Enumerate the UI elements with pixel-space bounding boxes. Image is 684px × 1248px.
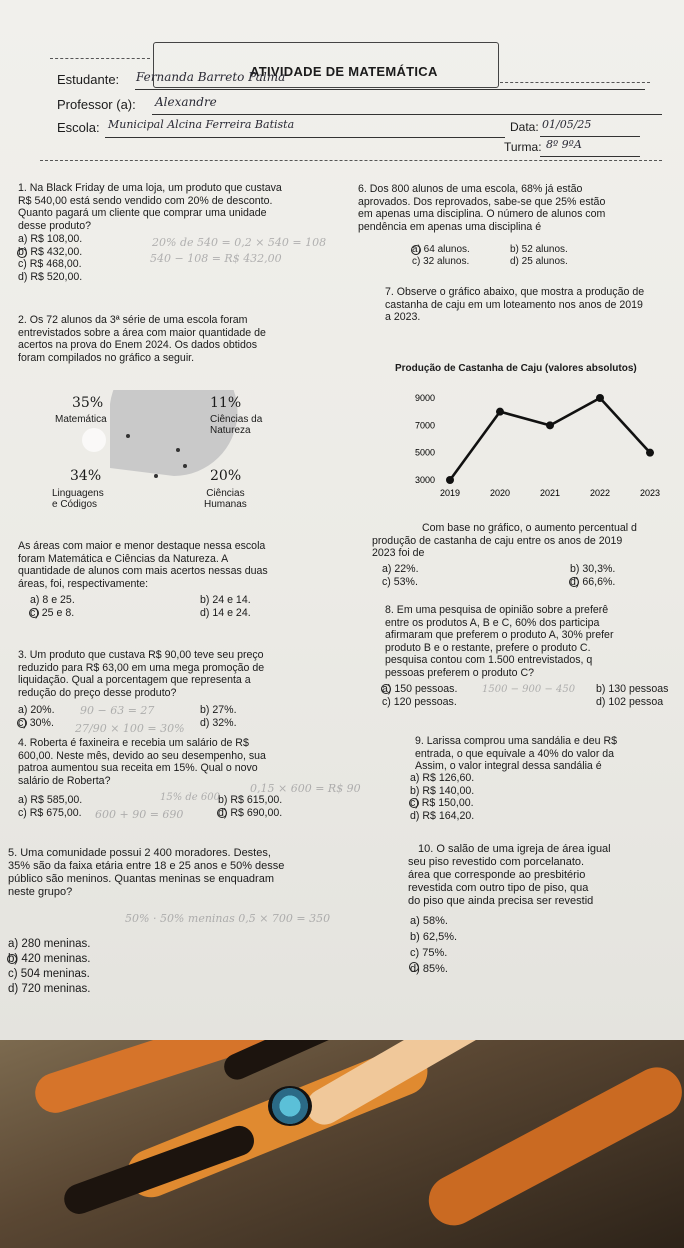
x-tick-label: 2020: [489, 488, 511, 498]
q6-options-right: [510, 244, 568, 268]
student-name: Fernanda Barreto Palma: [136, 70, 286, 84]
q9-option-b[interactable]: b) R$ 140,00.: [410, 784, 475, 797]
q2-option-a[interactable]: a) 8 e 25.: [30, 594, 75, 606]
q5-options: [8, 937, 90, 997]
pie-hole: [82, 428, 106, 452]
q1-options: [18, 233, 82, 283]
date-label: Data:: [510, 120, 539, 134]
question-7: 7. Observe o gráfico abaixo, que mostra a produção de castanha de caju em um loteamento nos anos de 2019 a 2023.: [385, 286, 645, 324]
q3-option-a[interactable]: a) 20%.: [18, 704, 55, 716]
photo-stripe: [60, 1122, 258, 1219]
question-2-statement: As áreas com maior e menor destaque nessa escola foram Matemática e Ciências da Natureza. A quantidade de alunos com mais acertos nessas duas áreas, foi, respectivamente:: [18, 540, 268, 590]
question-7-statement: Com base no gráfico, o aumento percentual d produção de castanha de caju entre os anos de 2019 2023 foi de: [372, 522, 637, 560]
teacher-name: Alexandre: [155, 95, 217, 109]
bubble-label-languages: Linguagens e Códigos: [52, 488, 104, 510]
q8-option-d[interactable]: d) 102 pessoa: [596, 695, 664, 708]
q4-options-right: [218, 794, 282, 819]
school-name: Municipal Alcina Ferreira Batista: [108, 118, 295, 131]
q5-option-a[interactable]: a) 280 meninas.: [8, 938, 91, 950]
student-label: Estudante:: [57, 72, 120, 87]
class-value: 8º 9ºA: [546, 138, 582, 151]
q10-option-d[interactable]: d) 85%.: [410, 963, 448, 975]
q3-option-b[interactable]: b) 27%.: [200, 704, 237, 716]
bubble-pct-nature: 11%: [210, 395, 242, 411]
data-point: [546, 421, 554, 429]
q2-option-d[interactable]: d) 14 e 24.: [200, 606, 251, 619]
q6-option-a[interactable]: a) 64 alunos.: [412, 244, 470, 255]
q4-option-a[interactable]: a) R$ 585,00.: [18, 794, 83, 806]
q7-option-a[interactable]: a) 22%.: [382, 563, 419, 575]
q4-option-c[interactable]: c) R$ 675,00.: [18, 806, 82, 819]
q1-handwork-2: 540 − 108 = R$ 432,00: [150, 252, 282, 265]
q7-option-d[interactable]: d) 66,6%.: [570, 575, 616, 588]
question-5: 5. Uma comunidade possui 2 400 moradores. Destes, 35% são da faixa etária entre 18 e 25 anos e 50% desse público são meninos. Quantas meninas se enquadram neste grupo?: [8, 847, 285, 898]
q1-option-c[interactable]: c) R$ 468,00.: [18, 258, 82, 271]
q9-option-c[interactable]: c) R$ 150,00.: [410, 797, 474, 810]
question-4: 4. Roberta é faxineira e recebia um salário de R$ 600,00. Neste mês, devido ao seu desempenho, sua patroa aumentou sua receita em 15%. Qual o novo salário de Roberta?: [18, 737, 266, 787]
pie-dot: [126, 434, 130, 438]
q7-option-b[interactable]: b) 30,3%.: [570, 563, 616, 575]
header-dash-right: [500, 82, 650, 83]
y-tick-label: 3000: [415, 475, 436, 485]
question-8: 8. Em uma pesquisa de opinião sobre a preferê entre os produtos A, B e C, 60% dos participa afirmaram que preferem o produto A, 30% prefer produto B e o restante, prefere o produto C. pesquisa contou com 1.500 entrevistados, q pessoas preferem o produto C?: [385, 604, 614, 679]
q6-option-c[interactable]: c) 32 alunos.: [412, 256, 470, 267]
tiger-eye-icon: [268, 1086, 312, 1126]
y-tick-label: 9000: [415, 393, 436, 403]
q5-option-d[interactable]: d) 720 meninas.: [8, 983, 91, 995]
q10-option-c[interactable]: c) 75%.: [410, 947, 448, 959]
q1-answer-mark: [17, 248, 27, 258]
q7-answer-mark: [569, 577, 579, 587]
q6-option-d[interactable]: d) 25 alunos.: [510, 256, 568, 267]
pie-dot: [154, 474, 158, 478]
q8-options-right: [596, 683, 668, 708]
series-line: [450, 398, 650, 480]
q3-option-d[interactable]: d) 32%.: [200, 716, 237, 729]
x-tick-label: 2019: [439, 488, 461, 498]
q4-handwork-3: 600 + 90 = 690: [95, 808, 184, 821]
question-10: 10. O salão de uma igreja de área igual seu piso revestido com porcelanato. área que corresponde ao presbitério revestida com outro tipo de piso, qua do piso que ainda precisa ser revestid: [408, 843, 611, 907]
student-line: [135, 89, 645, 90]
q5-option-c[interactable]: c) 504 meninas.: [8, 968, 90, 980]
q3-options-right: [200, 704, 237, 729]
q9-options: [410, 772, 474, 822]
q5-handwork: 50% · 50% meninas 0,5 × 700 = 350: [125, 912, 331, 925]
q10-option-a[interactable]: a) 58%.: [410, 915, 448, 927]
y-tick-label: 5000: [415, 447, 436, 458]
q8-options-left: [382, 683, 457, 708]
header-dash-left: [50, 58, 150, 59]
pie-dot: [183, 464, 187, 468]
q2-answer-mark: [29, 608, 39, 618]
data-point: [646, 449, 654, 457]
q5-option-b[interactable]: b) 420 meninas.: [8, 953, 91, 965]
background-photo: [0, 1040, 684, 1248]
q8-option-c[interactable]: c) 120 pessoas.: [382, 695, 457, 708]
q8-handwork: 1500 − 900 − 450: [482, 684, 576, 695]
question-3: 3. Um produto que custava R$ 90,00 teve seu preço reduzido para R$ 63,00 em uma mega promoção de liquidação. Qual a porcentagem que representa a redução do preço desse produto?: [18, 649, 265, 699]
class-line: [540, 156, 640, 157]
data-point: [446, 476, 454, 484]
q2-option-c[interactable]: c) 25 e 8.: [30, 606, 75, 619]
class-label: Turma:: [504, 140, 542, 154]
teacher-label: Professor (a):: [57, 97, 136, 112]
school-line: [105, 137, 505, 138]
q10-answer-mark: [409, 962, 419, 972]
q7-options-left: [382, 563, 419, 588]
school-label: Escola:: [57, 120, 100, 135]
q6-option-b[interactable]: b) 52 alunos.: [510, 244, 568, 255]
q2-option-b[interactable]: b) 24 e 14.: [200, 594, 251, 606]
q5-answer-mark: [7, 954, 17, 964]
bubble-label-math: Matemática: [55, 414, 107, 425]
teacher-line: [152, 114, 662, 115]
y-tick-label: 7000: [415, 420, 436, 431]
q4-option-d[interactable]: d) R$ 690,00.: [218, 806, 283, 819]
data-point: [596, 394, 604, 402]
bubble-pct-human: 20%: [210, 468, 242, 484]
pie-dot: [176, 448, 180, 452]
q9-option-d[interactable]: d) R$ 164,20.: [410, 809, 475, 822]
q3-handwork: 90 − 63 = 27: [80, 704, 155, 717]
q8-option-b[interactable]: b) 130 pessoas: [596, 683, 669, 695]
bubble-pct-math: 35%: [72, 395, 104, 411]
question-1: 1. Na Black Friday de uma loja, um produto que custava R$ 540,00 está sendo vendido com 20% de desconto. Quanto pagará um cliente que comprar uma unidade desse produto?: [18, 182, 282, 232]
bubble-pct-languages: 34%: [70, 468, 102, 484]
x-tick-label: 2021: [539, 488, 561, 498]
q8-option-a[interactable]: a) 150 pessoas.: [382, 683, 458, 695]
q1-option-b[interactable]: b) R$ 432,00.: [18, 245, 83, 258]
q2-options-right: [200, 594, 251, 619]
q9-answer-mark: [409, 798, 419, 808]
q9-option-a[interactable]: a) R$ 126,60.: [410, 772, 475, 784]
question-6: 6. Dos 800 alunos de uma escola, 68% já estão aprovados. Dos reprovados, sabe-se que 25% estão em apenas uma disciplina. O número de alunos com pendência em apenas uma disciplina é: [358, 183, 606, 233]
q4-options-left: [18, 794, 82, 819]
q4-answer-mark: [217, 808, 227, 818]
q7-option-c[interactable]: c) 53%.: [382, 575, 418, 588]
line-chart-title: Produção de Castanha de Caju (valores absolutos): [395, 363, 637, 374]
date-value: 01/05/25: [542, 118, 592, 131]
date-line: [540, 136, 640, 137]
q1-handwork: 20% de 540 = 0,2 × 540 = 108: [152, 236, 327, 249]
header-dash-bottom: [40, 160, 662, 161]
photo-stripe: [420, 1059, 684, 1235]
q3-answer-mark: [17, 718, 27, 728]
x-tick-label: 2022: [589, 488, 611, 498]
data-point: [496, 408, 504, 416]
page-title: ATIVIDADE DE MATEMÁTICA: [250, 64, 438, 79]
q10-option-b[interactable]: b) 62,5%.: [410, 931, 458, 943]
question-9: 9. Larissa comprou uma sandália e deu R$ entrada, o que equivale a 40% do valor da Assim, o valor integral dessa sandália é: [415, 735, 617, 773]
bubble-label-nature: Ciências da Natureza: [210, 414, 263, 436]
q8-answer-mark: [381, 684, 391, 694]
bubble-label-human: Ciências Humanas: [204, 488, 247, 510]
q1-option-a[interactable]: a) R$ 108,00.: [18, 233, 83, 245]
question-2: 2. Os 72 alunos da 3ª série de uma escola foram entrevistados sobre a área com maior quantidade de acertos na prova do Enem 2024. Os dados obtidos foram compilados no gráfico a seguir.: [18, 314, 266, 364]
q6-answer-mark: [411, 245, 421, 255]
x-tick-label: 2023: [639, 488, 661, 498]
q4-handwork: 0,15 × 600 = R$ 90: [250, 782, 361, 795]
q3-handwork-2: 27/90 × 100 = 30%: [75, 722, 185, 735]
q3-option-c[interactable]: c) 30%.: [18, 716, 54, 729]
production-line-chart: [395, 378, 675, 508]
q4-option-b[interactable]: b) R$ 615,00.: [218, 794, 283, 806]
q1-option-d[interactable]: d) R$ 520,00.: [18, 270, 83, 283]
q4-handwork-2: 15% de 600: [160, 792, 220, 803]
